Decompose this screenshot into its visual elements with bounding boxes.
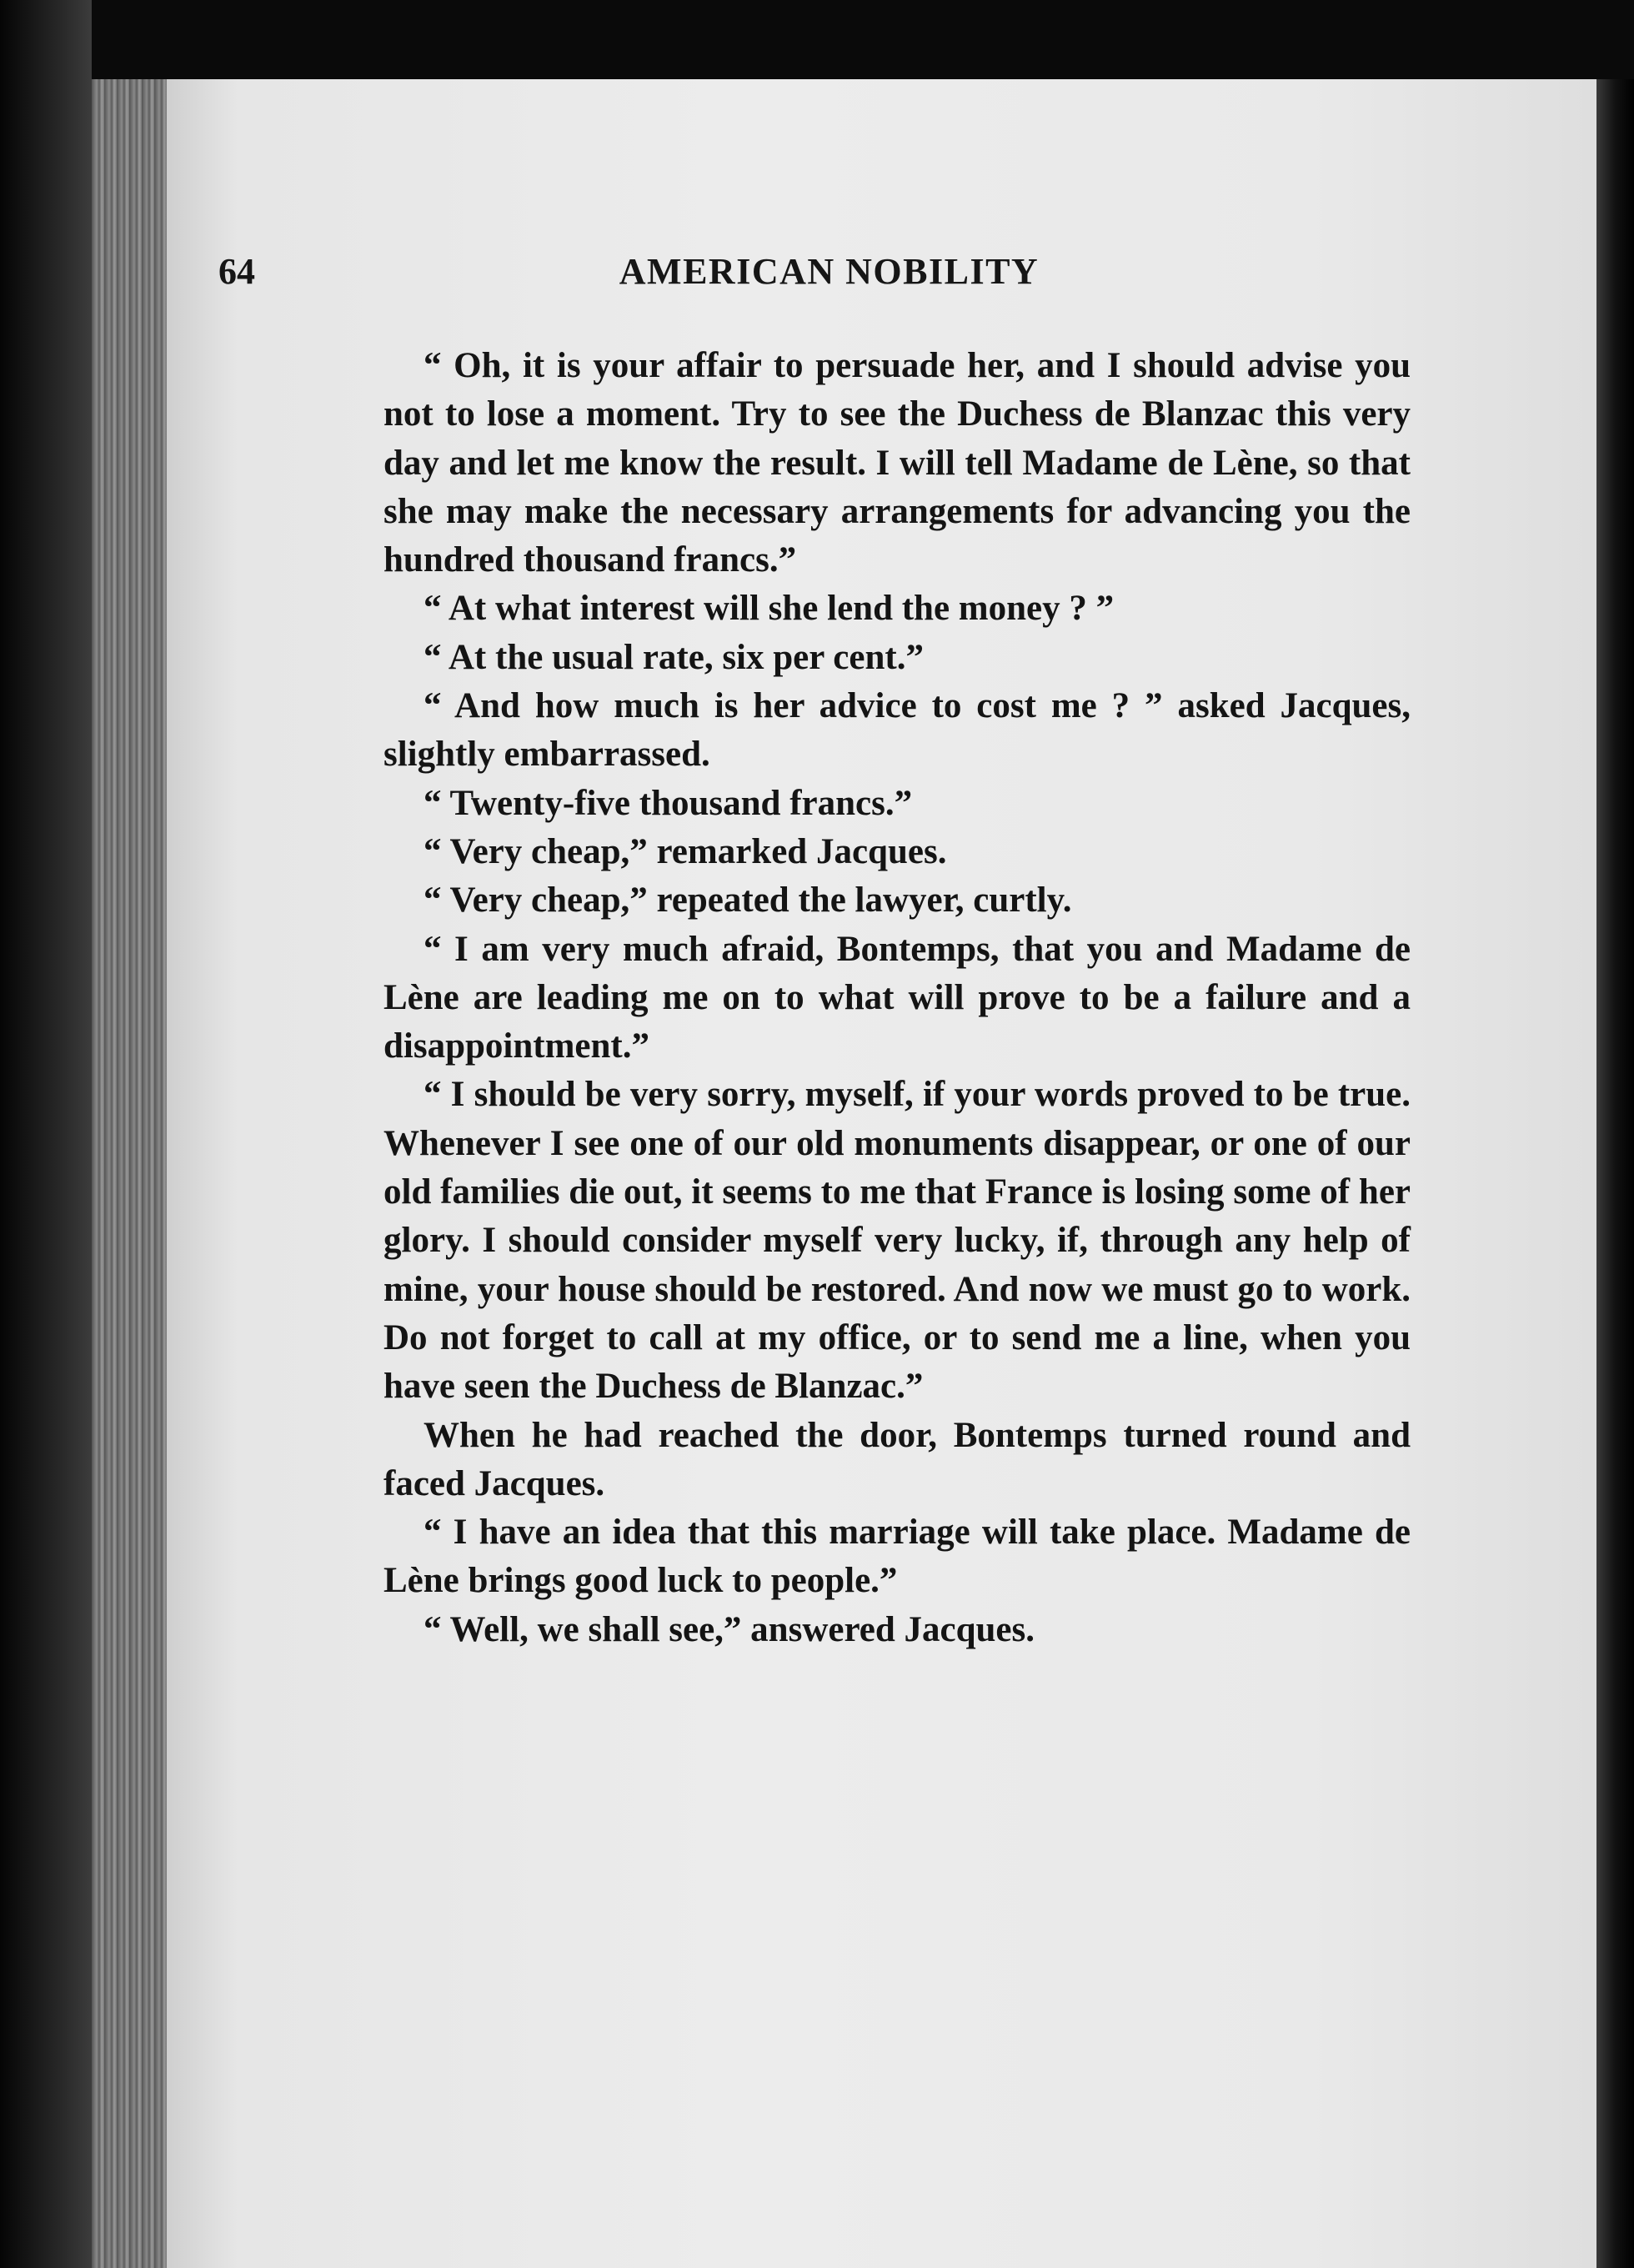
paragraph: “ Twenty-five thousand francs.” xyxy=(424,783,913,823)
paragraph: “ Very cheap,” repeated the lawyer, curtly. xyxy=(424,881,1072,921)
running-head: AMERICAN NOBILITY xyxy=(619,251,1040,292)
paragraph: “ Oh, it is your affair to persuade her, and I should advise you not to lose a moment. Try to see the Duchess de Blanzac this very day and let me know the result. I will tell Madame de Lène, so that she may make the necessary arrangements for advancing you the hundred thousand francs.” xyxy=(383,346,1411,580)
paragraph: “ Very cheap,” remarked Jacques. xyxy=(424,831,947,871)
book-binding-shadow xyxy=(0,0,92,2268)
paragraph: “ I have an idea that this marriage will take place. Madame de Lène brings good luck to people.” xyxy=(383,1513,1411,1601)
paragraph: “ I should be very sorry, myself, if your words proved to be true. Whenever I see one of our old monuments disappear, or one of our old families die out, it seems to me that France is losing some of her glory. I should consider myself very lucky, if, through any help of mine, your house should be restored. And now we must go to work. Do not forget to call at my office, or to send me a line, when you have seen the Duchess de Blanzac.” xyxy=(383,1075,1411,1407)
page-header xyxy=(218,250,1415,309)
page-number: 64 xyxy=(218,251,255,292)
right-page-edge xyxy=(1596,79,1634,2268)
paragraph: “ Well, we shall see,” answered Jacques. xyxy=(424,1609,1035,1649)
paragraph: “ And how much is her advice to cost me ? ” asked Jacques, slightly embarrassed. xyxy=(383,686,1411,775)
paragraph: “ I am very much afraid, Bontemps, that you and Madame de Lène are leading me on to what will prove to be a failure and a disappointment.” xyxy=(383,929,1411,1066)
scan-background-top xyxy=(0,0,1634,83)
page-body-text xyxy=(383,342,1411,1654)
paragraph: “ At what interest will she lend the money ? ” xyxy=(424,589,1115,629)
paragraph: When he had reached the door, Bontemps turned round and faced Jacques. xyxy=(383,1415,1411,1503)
paragraph: “ At the usual rate, six per cent.” xyxy=(424,637,924,677)
